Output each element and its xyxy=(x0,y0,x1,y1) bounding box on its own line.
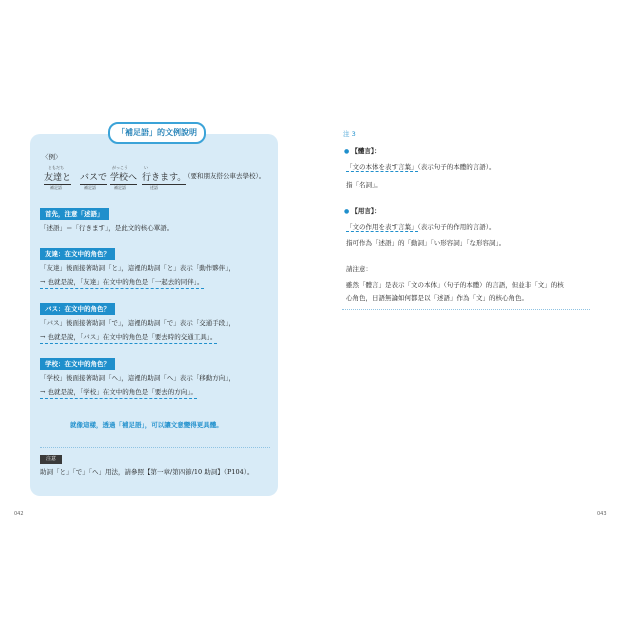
furigana: い xyxy=(144,165,148,170)
word-role: 補足語 xyxy=(114,185,126,190)
definition-title: ● 【體言】： xyxy=(344,147,381,155)
furigana: ともだち xyxy=(48,165,64,170)
note-text: 助詞「と」「で」「へ」用法，請參照【第一章/第四節/10 助詞】（P104）。 xyxy=(40,468,254,476)
definition-sentence: 「文の作用を表す言葉」（表示句子的作用的言語）。 xyxy=(346,223,496,231)
section-line: → 也就是說，「友達」在文中的角色是「一起去的同伴」。 xyxy=(40,277,204,289)
panel-title: 「補足語」的文例說明 xyxy=(108,122,206,144)
example-translation: （要和朋友搭公車去學校）。 xyxy=(184,172,266,180)
section-line: → 也就是說，「学校」在文中的角色是「要去的方向」。 xyxy=(40,387,197,399)
page-number-left: 042 xyxy=(14,511,24,517)
conclusion-text: 就像這樣，透過「補足語」，可以讓文意變得更具體。 xyxy=(70,421,223,429)
definition-title: ● 【用言】： xyxy=(344,207,381,215)
section-line: 「学校」後面接著助詞「へ」，這裡的助詞「へ」表示「移動方向」， xyxy=(40,374,235,382)
section-tag: 学校：在文中的角色？ xyxy=(40,358,115,370)
divider xyxy=(342,309,590,310)
caution-line: 雖然「體言」是表示「文の本体」（句子的本體）的言語，但並非「文」的核 xyxy=(346,281,564,289)
caution-line: 心角色，日語無論如何都是以「述語」作為「文」的核心角色。 xyxy=(346,294,528,302)
example-word: バスで xyxy=(80,173,108,183)
definition-sentence: 「文の本体を表す言葉」（表示句子的本體的言語）。 xyxy=(346,163,496,171)
section-line: 「述語」＝「行きます」，是此文的核心單語。 xyxy=(40,224,174,232)
word-role: 補足語 xyxy=(50,185,62,190)
divider xyxy=(40,447,270,448)
bullet-icon: ● xyxy=(344,208,350,215)
section-tag: バス：在文中的角色？ xyxy=(40,303,115,315)
note-header: 注 3 xyxy=(343,130,356,138)
example-word: 友達と xyxy=(44,173,72,183)
furigana: がっこう xyxy=(112,165,128,170)
section-tag: 首先，注意「述語」 xyxy=(40,208,109,220)
section-line: → 也就是說，「バス」在文中的角色是「要去時的交通工具」。 xyxy=(40,332,217,344)
section-tag: 友達：在文中的角色？ xyxy=(40,248,115,260)
example-sentence xyxy=(44,165,274,195)
example-word: 学校へ xyxy=(110,173,138,183)
definition-note: 指可作為「述語」的「動詞」「い形容詞」「な形容詞」。 xyxy=(346,239,506,247)
section-line: 「友達」後面接著助詞「と」，這裡的助詞「と」表示「動作夥伴」， xyxy=(40,264,235,272)
word-role: 述語 xyxy=(150,185,158,190)
example-word: 行きます。 xyxy=(142,173,187,183)
note-tag: 注意 xyxy=(40,455,62,464)
definition-note: 指「名詞」。 xyxy=(346,181,382,189)
page-number-right: 043 xyxy=(597,511,607,517)
caution-title: 請注意： xyxy=(346,265,372,273)
section-line: 「バス」後面接著助詞「で」，這裡的助詞「で」表示「交通手段」， xyxy=(40,319,235,327)
example-label: 〈例〉 xyxy=(42,153,62,161)
bullet-icon: ● xyxy=(344,148,350,155)
word-role: 補足語 xyxy=(84,185,96,190)
